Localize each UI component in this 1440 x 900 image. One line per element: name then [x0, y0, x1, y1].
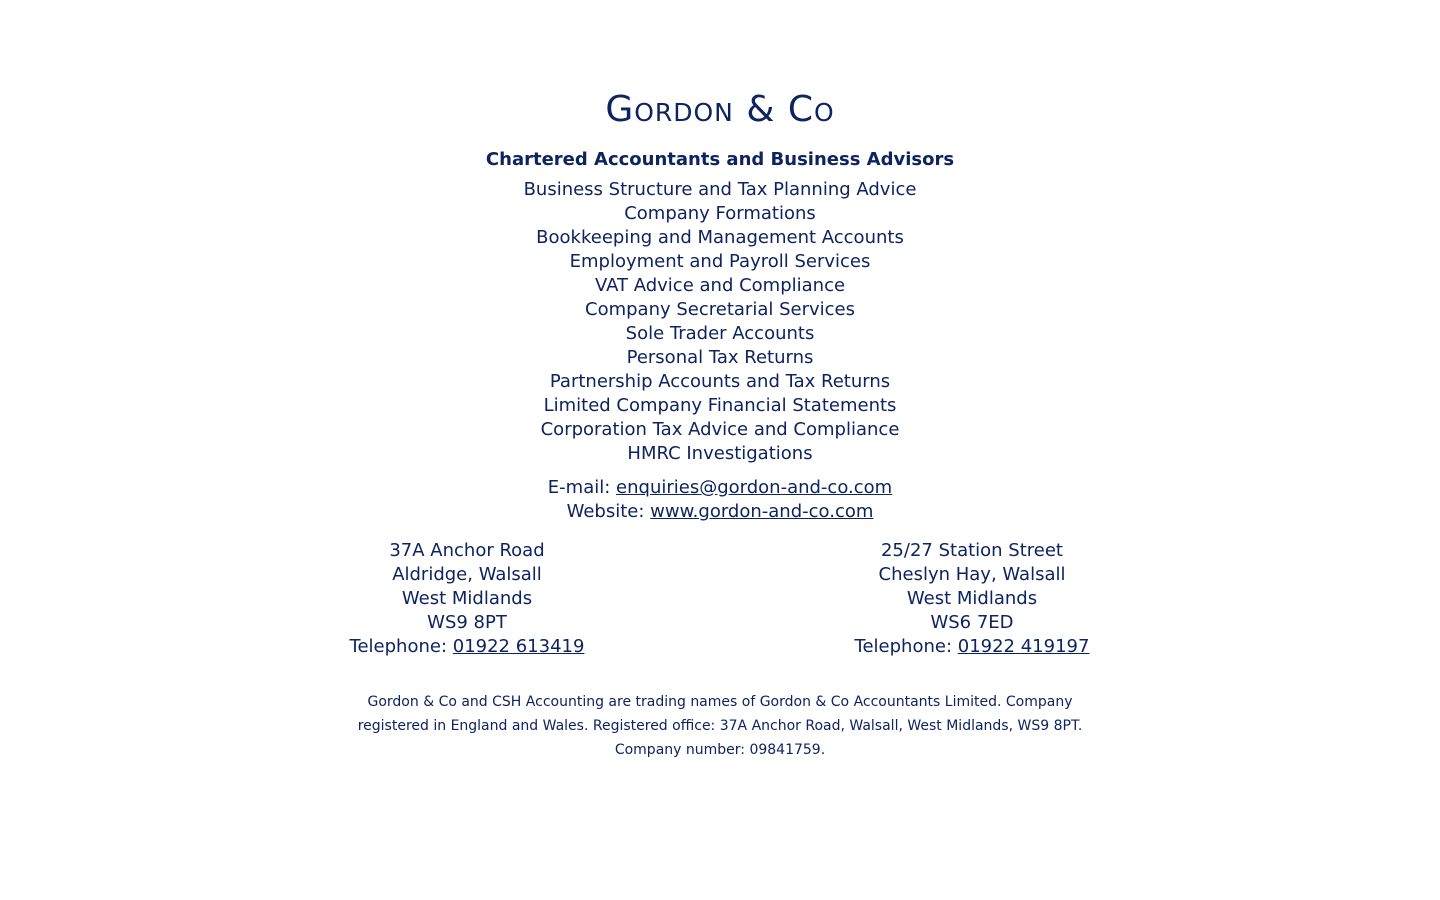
office-cheslyn-hay: [772, 539, 1172, 659]
tagline: Chartered Accountants and Business Advisors: [485, 149, 955, 170]
service-item: Sole Trader Accounts: [625, 323, 815, 344]
service-item: Personal Tax Returns: [626, 347, 814, 368]
address-line: 37A Anchor Road: [389, 540, 545, 561]
website-line: [0, 500, 1440, 524]
service-item: Limited Company Financial Statements: [543, 395, 897, 416]
email-line: [0, 476, 1440, 500]
email-link[interactable]: enquiries@gordon-and-co.com: [616, 477, 893, 498]
address-line: West Midlands: [401, 588, 533, 609]
telephone-link[interactable]: 01922 613419: [452, 636, 585, 657]
service-item: Corporation Tax Advice and Compliance: [540, 419, 900, 440]
telephone-label: Telephone:: [349, 636, 448, 657]
postcode: WS6 7ED: [930, 612, 1014, 633]
address-line: West Midlands: [906, 588, 1038, 609]
service-item: Bookkeeping and Management Accounts: [536, 227, 904, 248]
service-item: Business Structure and Tax Planning Advice: [523, 179, 917, 200]
address-line: Aldridge, Walsall: [392, 564, 542, 585]
telephone-line: [772, 635, 1172, 659]
address-line: 25/27 Station Street: [880, 540, 1063, 561]
service-item: Company Formations: [624, 203, 816, 224]
telephone-link[interactable]: 01922 419197: [957, 636, 1090, 657]
contact-block: [0, 476, 1440, 524]
office-aldridge: [267, 539, 667, 659]
services-list: [0, 178, 1440, 466]
website-link[interactable]: www.gordon-and-co.com: [650, 501, 874, 522]
postcode: WS9 8PT: [427, 612, 507, 633]
email-label: E-mail:: [547, 477, 611, 498]
address-line: Cheslyn Hay, Walsall: [878, 564, 1066, 585]
service-item: Partnership Accounts and Tax Returns: [549, 371, 891, 392]
service-item: Company Secretarial Services: [585, 299, 855, 320]
website-label: Website:: [566, 501, 645, 522]
telephone-line: [267, 635, 667, 659]
telephone-label: Telephone:: [854, 636, 953, 657]
service-item: Employment and Payroll Services: [569, 251, 871, 272]
brand-name: Gordon & Co: [605, 89, 835, 130]
legal-notice: Gordon & Co and CSH Accounting are trading names of Gordon & Co Accountants Limited. Company registered in England and Wales. Registered office: 37A Anchor Road, Walsall, West Midlands, WS9 8PT. Company number: 09841759.: [357, 694, 1083, 758]
service-item: HMRC Investigations: [627, 443, 813, 464]
service-item: VAT Advice and Compliance: [594, 275, 846, 296]
